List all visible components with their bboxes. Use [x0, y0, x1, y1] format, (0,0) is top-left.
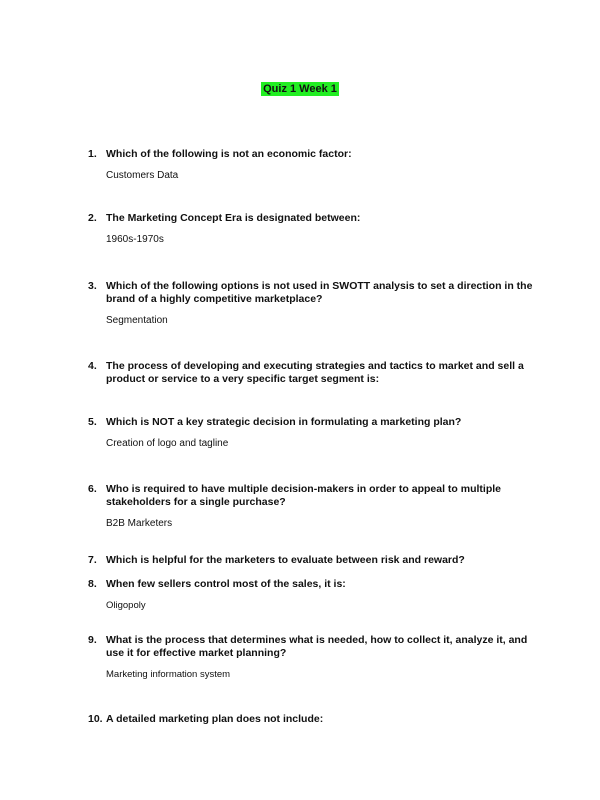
question-4 — [88, 360, 538, 386]
question-number: 7. — [88, 554, 97, 566]
question-text: The Marketing Concept Era is designated between: — [106, 212, 361, 224]
question-7 — [88, 554, 538, 567]
question-answer: Oligopoly — [106, 600, 146, 611]
question-number: 3. — [88, 280, 97, 292]
question-text: Who is required to have multiple decision-makers in order to appeal to multiple stakeholders for a single purchase? — [106, 483, 501, 508]
question-answer: Segmentation — [106, 315, 168, 326]
question-text: The process of developing and executing strategies and tactics to market and sell a product or service to a very specific target segment is: — [106, 360, 524, 385]
question-text: Which of the following options is not used in SWOTT analysis to set a direction in the brand of a highly competitive marketplace? — [106, 280, 533, 305]
question-9 — [88, 634, 538, 681]
question-number: 6. — [88, 483, 97, 495]
question-6 — [88, 483, 538, 530]
page-title — [0, 83, 600, 95]
question-10 — [88, 713, 538, 726]
question-number: 10. — [88, 713, 103, 725]
question-number: 1. — [88, 148, 97, 160]
question-number: 2. — [88, 212, 97, 224]
question-answer: B2B Marketers — [106, 518, 173, 529]
question-answer: Customers Data — [106, 170, 179, 181]
question-3 — [88, 280, 538, 327]
question-number: 9. — [88, 634, 97, 646]
question-text: Which is NOT a key strategic decision in formulating a marketing plan? — [106, 416, 462, 428]
question-8 — [88, 578, 538, 612]
question-2 — [88, 212, 538, 246]
question-number: 8. — [88, 578, 97, 590]
question-number: 5. — [88, 416, 97, 428]
question-text: A detailed marketing plan does not include: — [106, 713, 324, 725]
question-text: Which of the following is not an economic factor: — [106, 148, 352, 160]
question-text: What is the process that determines what is needed, how to collect it, analyze it, and use it for effective market planning? — [106, 634, 528, 659]
question-answer: 1960s-1970s — [106, 234, 164, 245]
question-text: When few sellers control most of the sales, it is: — [106, 578, 346, 590]
question-answer: Marketing information system — [106, 669, 231, 680]
question-answer: Creation of logo and tagline — [106, 438, 229, 449]
page-title-highlight: Quiz 1 Week 1 — [263, 83, 337, 95]
question-5 — [88, 416, 538, 450]
question-number: 4. — [88, 360, 97, 372]
question-text: Which is helpful for the marketers to evaluate between risk and reward? — [106, 554, 465, 566]
question-1 — [88, 148, 538, 182]
